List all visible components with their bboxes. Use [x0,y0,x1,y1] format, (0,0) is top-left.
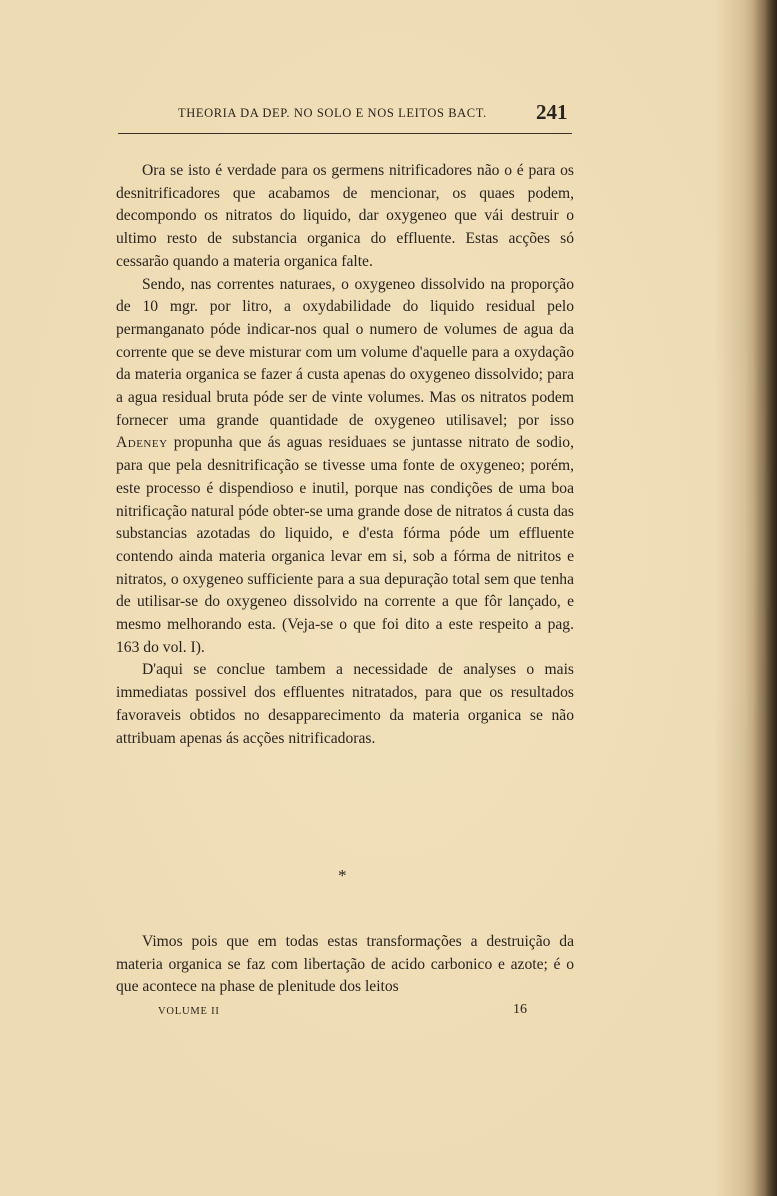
signature-mark: 16 [513,1002,527,1017]
volume-label: VOLUME II [158,1006,220,1017]
paragraph-3: D'aqui se conclue tambem a necessidade de analyses o mais immediatas possivel dos effluentes nitratados, para que os resultados favoraveis obtidos no desapparecimento da materia organica se não attribuam apenas ás acções nitrificadoras. [116,661,574,747]
page-number: 241 [536,100,568,124]
page-edge-shadow [745,0,777,1196]
header-rule [118,133,572,134]
paragraph-2-text-before: Sendo, nas correntes naturaes, o oxygeneo dissolvido na proporção de 10 mgr. por litro, a oxydabilidade do liquido residual pelo permanganato póde indicar-nos qual o numero de volumes de agua da corrente que se deve misturar com um volume d'aquelle para a oxydação da materia organica se fazer á custa apenas do oxygeneo dissolvido; para a agua residual bruta póde ser de vinte volumes. Mas os nitratos podem fornecer uma grande quantidade de oxygeneo utilisavel; por isso [116,275,574,429]
section-separator: * [338,866,347,885]
paragraph-2-text-after: propunha que ás aguas residuaes se juntasse nitrato de sodio, para que pela desnitrificação se tivesse uma fonte de oxygeneo; porém, este processo é dispendioso e inutil, porque nas condições de uma boa nitrificação natural póde obter-se uma grande dose de nitratos á custa das substancias azotadas do liquido, e d'esta fórma póde um effluente contendo ainda materia organica levar em si, sob a fórma de nitritos e nitratos, o oxygeneo sufficiente para a sua depuração total sem que tenha de utilisar-se do oxygeneo dissolvido na corrente a que fôr lançado, e mesmo melhorando esta. (Veja-se o que foi dito a este respeito a pag. 163 do vol. I). [116,434,574,656]
author-name-adeney: Adeney [116,434,168,452]
paragraph-4: Vimos pois que em todas estas transformações a destruição da materia organica se faz com libertação de acido carbonico e azote; é o que acontece na phase de plenitude dos leitos [116,933,574,996]
paragraph-1: Ora se isto é verdade para os germens nitrificadores não o é para os desnitrificadores que acabamos de mencionar, os quaes podem, decompondo os nitratos do liquido, dar oxygeneo que vái destruir o ultimo resto de substancia organica do effluente. Estas acções só cessarão quando a materia organica falte. [116,162,574,270]
final-text-block [116,931,574,999]
main-text-block [116,160,574,750]
paragraph-2 [116,274,574,660]
running-title: THEORIA DA DEP. NO SOLO E NOS LEITOS BACT. [178,106,487,120]
